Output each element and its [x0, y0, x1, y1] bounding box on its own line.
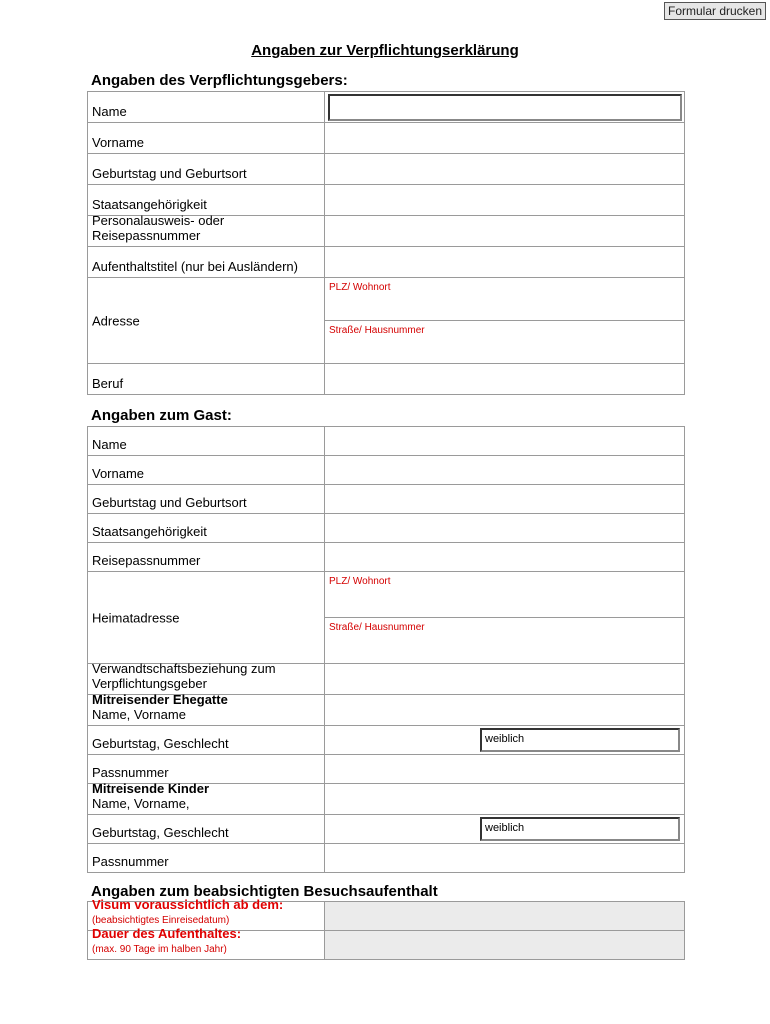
sponsor-geburt-label: Geburtstag und Geburtsort — [88, 154, 325, 185]
sponsor-table — [87, 91, 685, 395]
sponsor-name-cell — [325, 92, 685, 123]
sponsor-aufenthalt-label: Aufenthaltstitel (nur bei Ausländern) — [88, 247, 325, 278]
guest-vorname-label: Vorname — [88, 456, 325, 485]
sponsor-vorname-input[interactable] — [325, 123, 685, 154]
ehegatte-geschlecht-select[interactable]: weiblich — [480, 728, 680, 752]
print-form-button[interactable]: Formular drucken — [664, 2, 766, 20]
sponsor-section-heading: Angaben des Verpflichtungsgebers: — [91, 72, 348, 89]
dauer-input[interactable] — [325, 931, 685, 960]
ehegatte-pass-input[interactable] — [325, 755, 685, 784]
kinder-name-label: Mitreisende Kinder Name, Vorname, — [88, 784, 325, 815]
ehegatte-name-input[interactable] — [325, 695, 685, 726]
ehegatte-pass-label: Passnummer — [88, 755, 325, 784]
ehegatte-geburt-cell — [325, 726, 685, 755]
guest-vorname-input[interactable] — [325, 456, 685, 485]
guest-strasse-input[interactable] — [325, 618, 685, 664]
guest-name-label: Name — [88, 427, 325, 456]
kinder-geburt-cell — [325, 815, 685, 844]
sponsor-plz-input[interactable] — [325, 278, 685, 321]
guest-reisepass-input[interactable] — [325, 543, 685, 572]
guest-heimat-label: Heimatadresse — [88, 572, 325, 664]
sponsor-name-label: Name — [88, 92, 325, 123]
sponsor-vorname-label: Vorname — [88, 123, 325, 154]
guest-table — [87, 426, 685, 873]
kinder-geburt-label: Geburtstag, Geschlecht — [88, 815, 325, 844]
sponsor-name-input[interactable] — [328, 94, 682, 121]
sponsor-ausweis-label: Personalausweis- oder Reisepassnummer — [88, 216, 325, 247]
sponsor-staat-input[interactable] — [325, 185, 685, 216]
visit-table — [87, 897, 685, 960]
guest-plz-hint: PLZ/ Wohnort — [329, 576, 391, 587]
guest-verwandt-label: Verwandtschaftsbeziehung zum Verpflichtungsgeber — [88, 664, 325, 695]
sponsor-beruf-input[interactable] — [325, 364, 685, 395]
dauer-label: Dauer des Aufenthaltes: (max. 90 Tage im halben Jahr) — [88, 931, 325, 960]
ehegatte-geburt-label: Geburtstag, Geschlecht — [88, 726, 325, 755]
sponsor-staat-label: Staatsangehörigkeit — [88, 185, 325, 216]
sponsor-aufenthalt-input[interactable] — [325, 247, 685, 278]
guest-staat-input[interactable] — [325, 514, 685, 543]
guest-verwandt-input[interactable] — [325, 664, 685, 695]
sponsor-beruf-label: Beruf — [88, 364, 325, 395]
kinder-pass-input[interactable] — [325, 844, 685, 873]
visum-label: Visum voraussichtlich ab dem: (beabsichtigtes Einreisedatum) — [88, 902, 325, 931]
ehegatte-name-label: Mitreisender Ehegatte Name, Vorname — [88, 695, 325, 726]
guest-plz-input[interactable] — [325, 572, 685, 618]
guest-geburt-label: Geburtstag und Geburtsort — [88, 485, 325, 514]
visit-section-heading: Angaben zum beabsichtigten Besuchsaufenthalt — [91, 883, 438, 900]
kinder-name-input[interactable] — [325, 784, 685, 815]
guest-section-heading: Angaben zum Gast: — [91, 407, 232, 424]
strasse-hint: Straße/ Hausnummer — [329, 325, 425, 336]
document-title: Angaben zur Verpflichtungserklärung — [251, 42, 519, 59]
sponsor-geburt-input[interactable] — [325, 154, 685, 185]
plz-hint: PLZ/ Wohnort — [329, 282, 391, 293]
kinder-geschlecht-select[interactable]: weiblich — [480, 817, 680, 841]
guest-strasse-hint: Straße/ Hausnummer — [329, 622, 425, 633]
sponsor-ausweis-input[interactable] — [325, 216, 685, 247]
kinder-pass-label: Passnummer — [88, 844, 325, 873]
visum-input[interactable] — [325, 902, 685, 931]
guest-name-input[interactable] — [325, 427, 685, 456]
sponsor-adresse-label: Adresse — [88, 278, 325, 364]
sponsor-strasse-input[interactable] — [325, 321, 685, 364]
guest-geburt-input[interactable] — [325, 485, 685, 514]
guest-reisepass-label: Reisepassnummer — [88, 543, 325, 572]
guest-staat-label: Staatsangehörigkeit — [88, 514, 325, 543]
